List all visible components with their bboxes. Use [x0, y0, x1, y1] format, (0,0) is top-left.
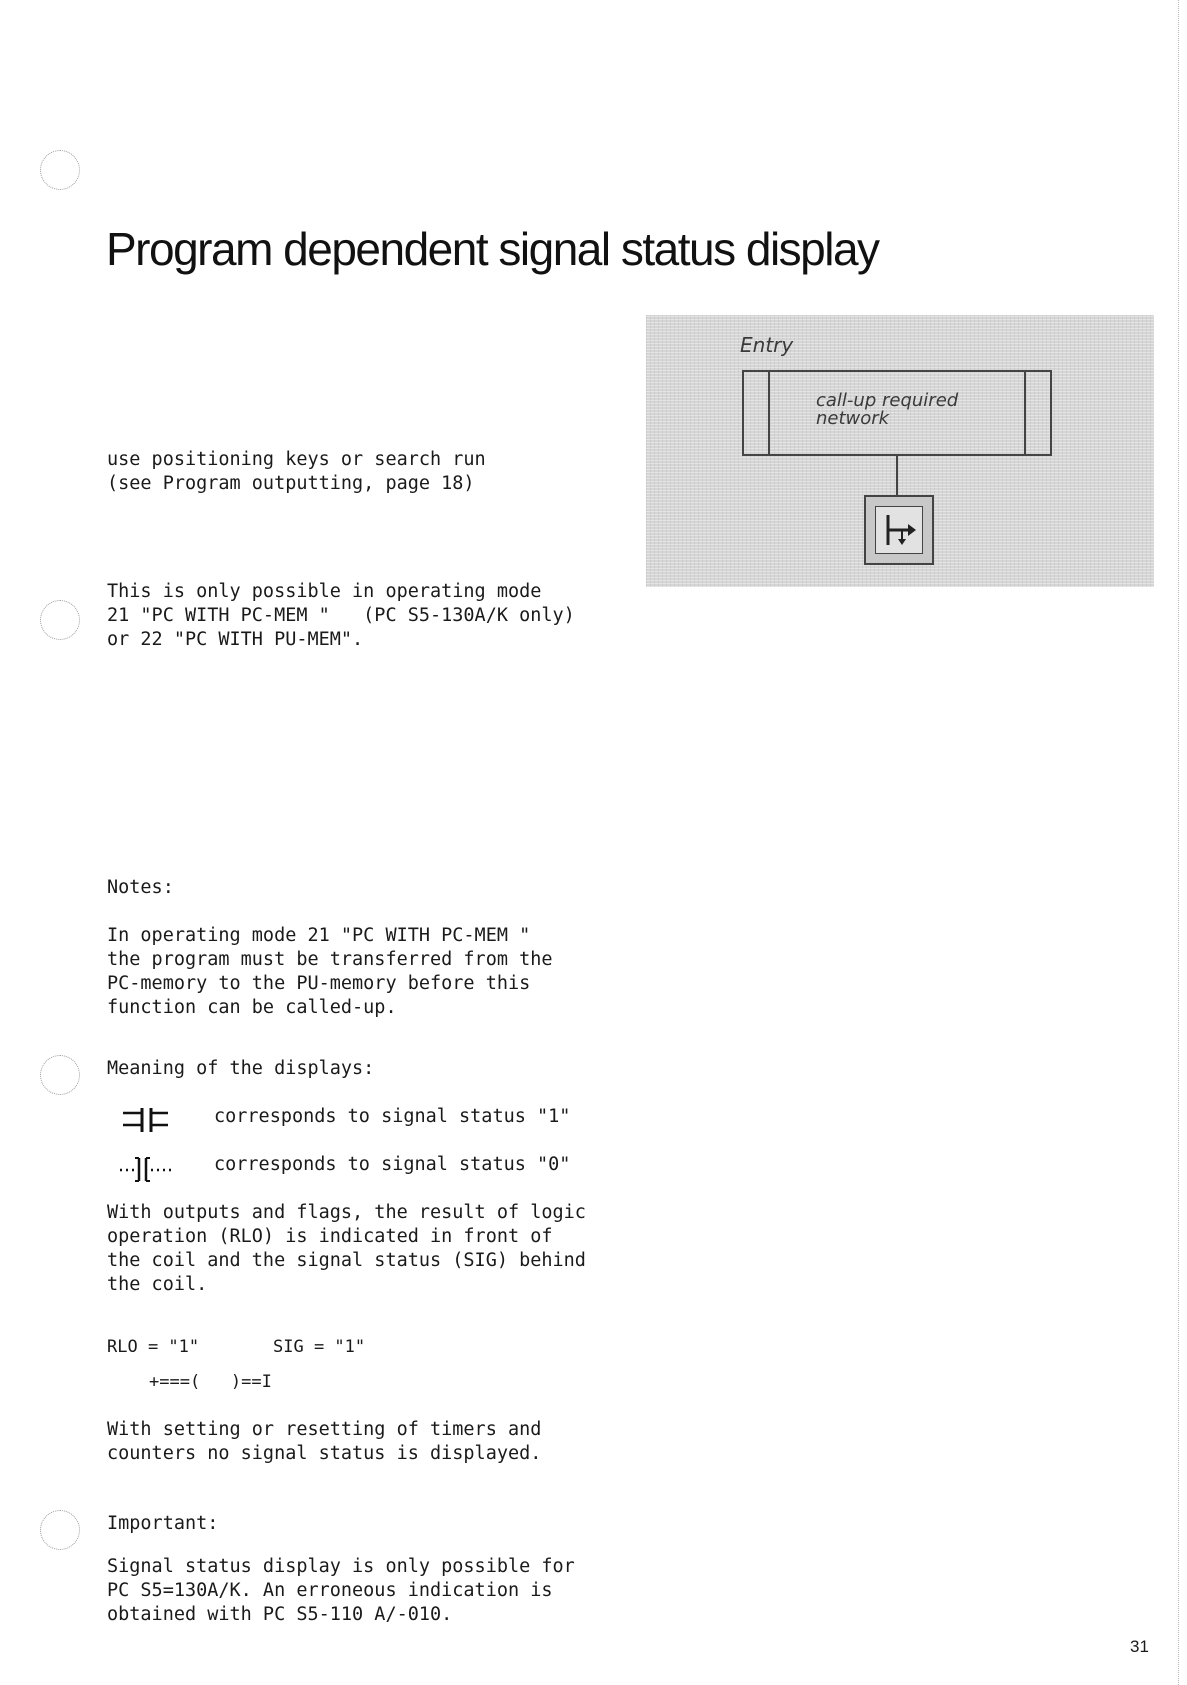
outputs-line-4: the coil. — [107, 1274, 208, 1295]
outputs-line-2: operation (RLO) is indicated in front of — [107, 1226, 553, 1247]
search-jump-key-face — [875, 506, 923, 554]
coil-diagram: +===( )==I — [149, 1372, 272, 1392]
search-jump-key — [864, 495, 934, 565]
network-box — [742, 370, 1052, 456]
network-box-label-line-1: call-up required — [816, 390, 959, 411]
keyboard-figure — [646, 315, 1154, 587]
notes-heading: Notes: — [107, 877, 174, 898]
page-number: 31 — [1130, 1637, 1149, 1656]
search-jump-key-icon — [876, 507, 922, 553]
important-line-2: PC S5=130A/K. An erroneous indication is — [107, 1580, 553, 1601]
timers-line-2: counters no signal status is displayed. — [107, 1443, 542, 1464]
meaning-heading: Meaning of the displays: — [107, 1058, 375, 1079]
network-box-label-line-2: network — [816, 408, 890, 429]
mode-note-line-1: This is only possible in operating mode — [107, 581, 542, 602]
notes-line-3: PC-memory to the PU-memory before this — [107, 973, 531, 994]
rlo-value: RLO = "1" — [107, 1337, 200, 1357]
binder-hole-bottom — [40, 1510, 80, 1550]
positioning-line-2: (see Program outputting, page 18) — [107, 473, 475, 494]
timers-line-1: With setting or resetting of timers and — [107, 1419, 542, 1440]
important-line-3: obtained with PC S5-110 A/-010. — [107, 1604, 453, 1625]
mode-note-line-2: 21 "PC WITH PC-MEM " (PC S5-130A/K only) — [107, 605, 575, 626]
contact-open-icon — [118, 1153, 188, 1183]
notes-line-1: In operating mode 21 "PC WITH PC-MEM " — [107, 925, 531, 946]
important-line-1: Signal status display is only possible for — [107, 1556, 575, 1577]
notes-line-4: function can be called-up. — [107, 997, 397, 1018]
network-box-label — [816, 392, 1016, 428]
outputs-line-3: the coil and the signal status (SIG) behind — [107, 1250, 586, 1271]
connector-line — [896, 456, 898, 496]
figure-entry-label: Entry — [740, 333, 794, 357]
outputs-line-1: With outputs and flags, the result of logic — [107, 1202, 586, 1223]
sig-value: SIG = "1" — [273, 1337, 366, 1357]
page-title: Program dependent signal status display — [106, 223, 879, 275]
notes-line-2: the program must be transferred from the — [107, 949, 553, 970]
page-edge — [1178, 0, 1179, 1685]
binder-hole-top — [40, 150, 80, 190]
important-heading: Important: — [107, 1513, 219, 1534]
binder-hole-lower-middle — [40, 1055, 80, 1095]
contact-closed-icon — [118, 1105, 188, 1135]
mode-note-line-3: or 22 "PC WITH PU-MEM". — [107, 629, 364, 650]
status-0-description: corresponds to signal status "0" — [214, 1154, 571, 1175]
binder-hole-upper-middle — [40, 600, 80, 640]
status-1-description: corresponds to signal status "1" — [214, 1106, 571, 1127]
positioning-line-1: use positioning keys or search run — [107, 449, 486, 470]
